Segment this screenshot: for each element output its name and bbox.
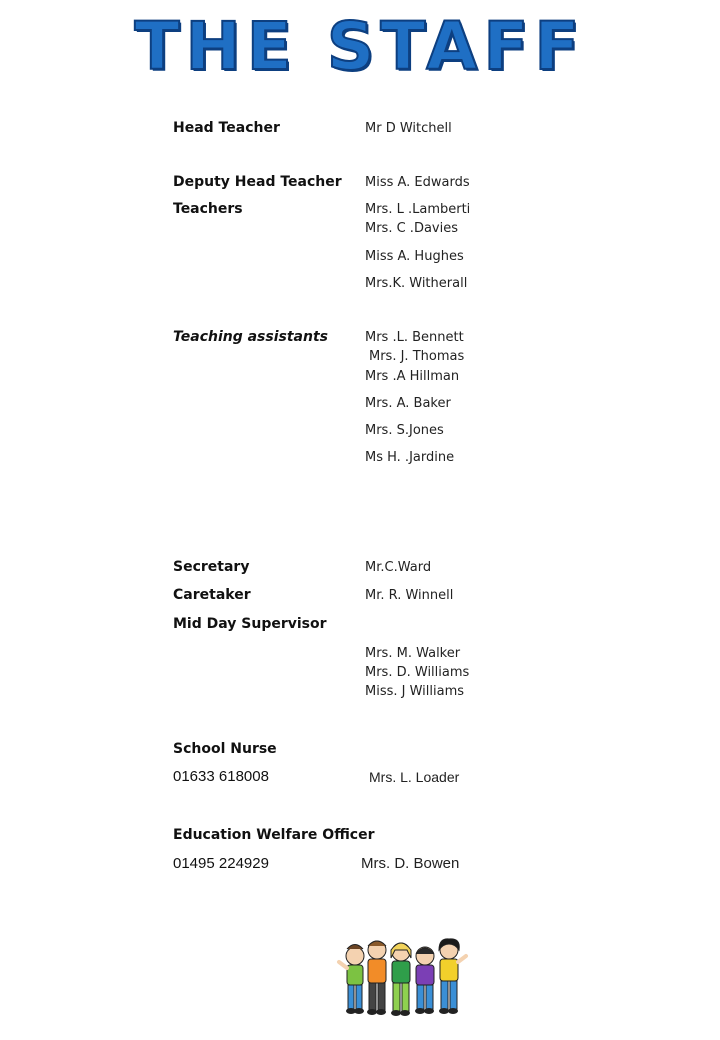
education-welfare-phone: 01495 224929 xyxy=(173,855,269,872)
secretary-label: Secretary xyxy=(173,559,250,575)
page-title: THE STAFF xyxy=(134,8,586,85)
teacher-name: Mrs. C .Davies xyxy=(365,221,458,236)
education-welfare-label: Education Welfare Officer xyxy=(173,827,375,843)
deputy-head-name: Miss A. Edwards xyxy=(365,175,470,190)
assistant-name: Mrs. A. Baker xyxy=(365,396,451,411)
caretaker-label: Caretaker xyxy=(173,587,251,603)
teachers-label: Teachers xyxy=(173,201,243,217)
mid-day-supervisor-label: Mid Day Supervisor xyxy=(173,616,327,632)
assistant-name: Mrs .A Hillman xyxy=(365,369,460,384)
head-teacher-label: Head Teacher xyxy=(173,120,280,136)
school-nurse-label: School Nurse xyxy=(173,741,277,757)
children-group-icon xyxy=(335,936,470,1020)
head-teacher-name: Mr D Witchell xyxy=(365,121,452,136)
assistant-name: Mrs. J. Thomas xyxy=(369,349,465,364)
teacher-name: Mrs.K. Witherall xyxy=(365,276,468,291)
secretary-name: Mr.C.Ward xyxy=(365,560,432,575)
school-nurse-phone: 01633 618008 xyxy=(173,768,269,785)
assistant-name: Mrs .L. Bennett xyxy=(365,330,464,345)
education-welfare-name: Mrs. D. Bowen xyxy=(361,855,460,872)
teacher-name: Miss A. Hughes xyxy=(365,249,464,264)
assistant-name: Ms H. .Jardine xyxy=(365,450,455,465)
teacher-name: Mrs. L .Lamberti xyxy=(365,202,471,217)
caretaker-name: Mr. R. Winnell xyxy=(365,588,454,603)
supervisor-name: Mrs. M. Walker xyxy=(365,646,461,661)
deputy-head-label: Deputy Head Teacher xyxy=(173,174,342,190)
supervisor-name: Miss. J Williams xyxy=(365,684,465,699)
supervisor-name: Mrs. D. Williams xyxy=(365,665,470,680)
school-nurse-name: Mrs. L. Loader xyxy=(369,769,460,785)
teaching-assistants-label: Teaching assistants xyxy=(173,329,328,345)
assistant-name: Mrs. S.Jones xyxy=(365,423,444,438)
